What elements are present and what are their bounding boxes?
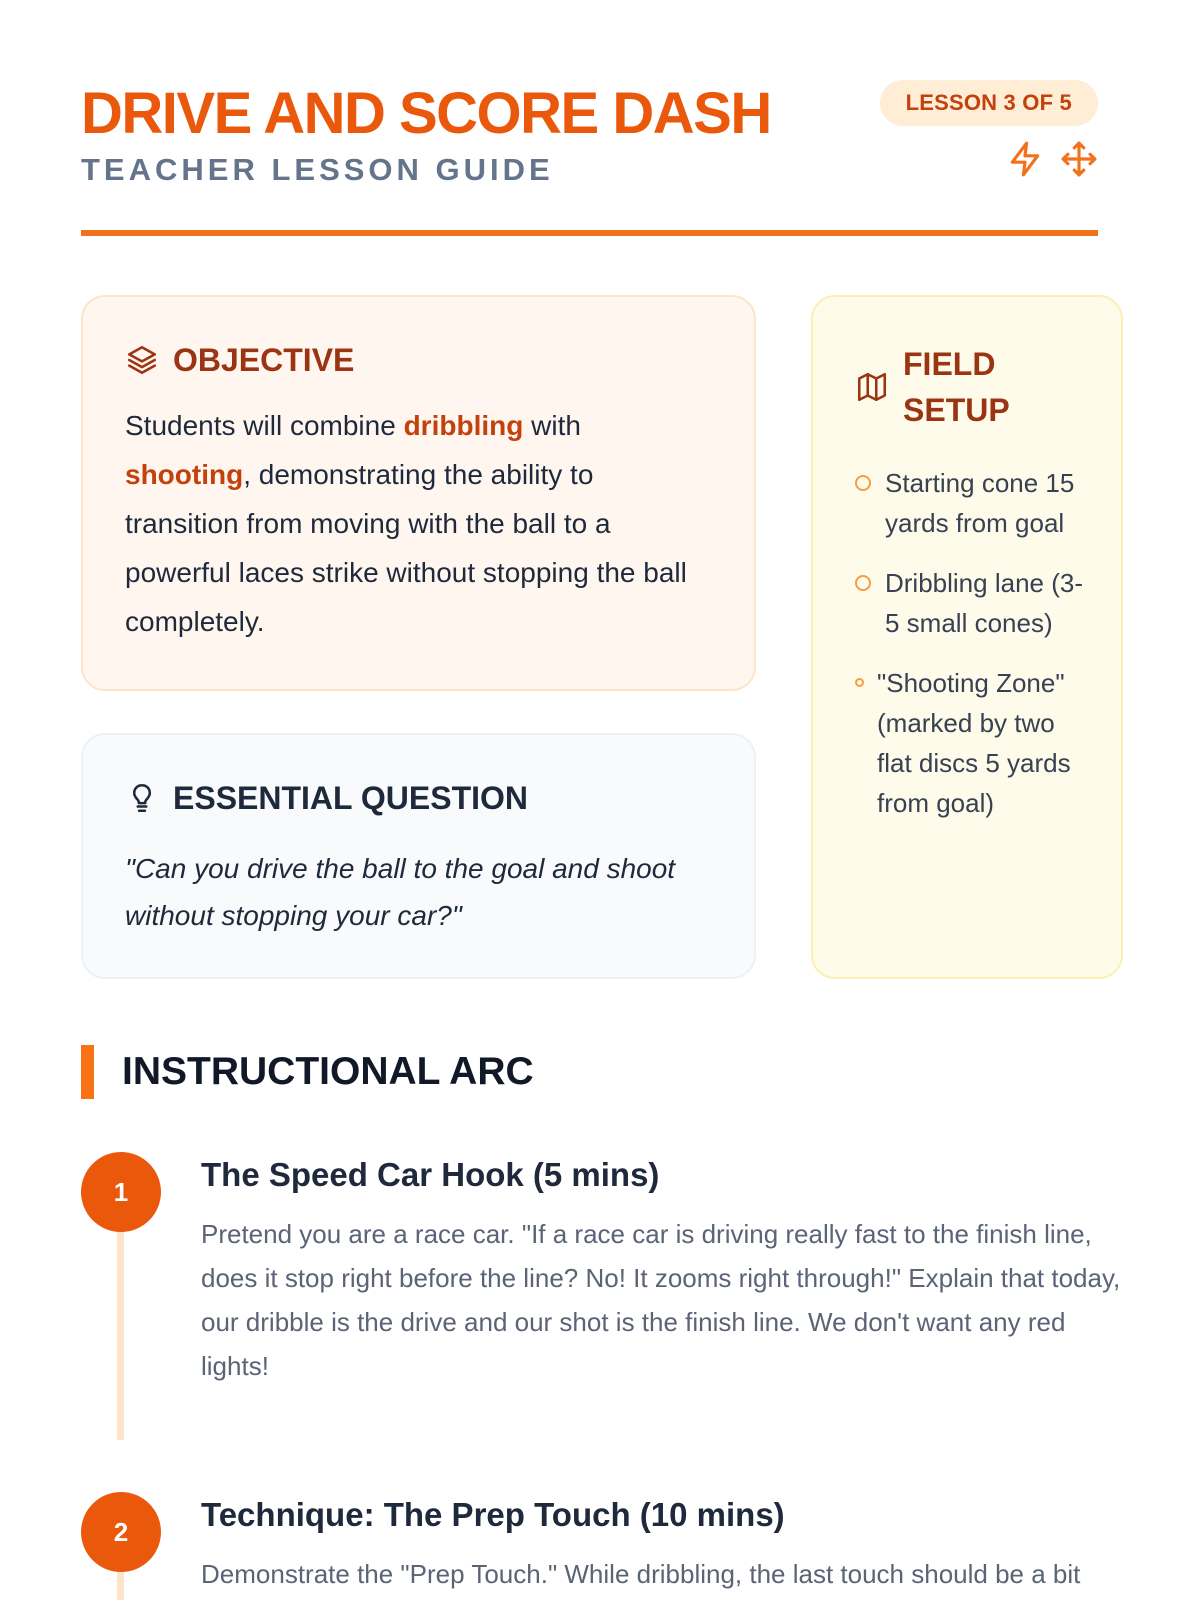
section-accent-bar xyxy=(81,1045,94,1099)
circle-bullet-icon xyxy=(855,475,871,491)
objective-text-part: with xyxy=(523,410,581,441)
step-number-badge: 2 xyxy=(81,1492,161,1572)
objective-header xyxy=(125,341,712,379)
field-setup-title-line: SETUP xyxy=(903,392,1010,428)
objective-text-part: Students will combine xyxy=(125,410,404,441)
header-icon-group xyxy=(1006,140,1098,178)
field-setup-title-line: FIELD xyxy=(903,346,996,382)
objective-title: OBJECTIVE xyxy=(173,342,355,378)
instructional-arc-heading xyxy=(81,1045,534,1099)
step-description: Pretend you are a race car. "If a race car is driving really fast to the finish line, does it stop right before the line? No! It zooms right through!" Explain that today, our dribble is the drive and our shot is the finish line. We don't want any red lights! xyxy=(201,1219,1121,1381)
list-item xyxy=(855,663,1091,823)
step-title: Technique: The Prep Touch (10 mins) xyxy=(201,1496,785,1533)
list-item xyxy=(855,463,1091,543)
list-item-text: Starting cone 15 yards from goal xyxy=(885,468,1075,538)
essential-question-card xyxy=(81,733,756,979)
objective-text-part: , demonstrating the ability to transition from moving with the ball to a powerful laces strike without stopping the ball completely. xyxy=(125,459,687,637)
move-icon xyxy=(1060,140,1098,178)
objective-text xyxy=(125,401,712,646)
section-title: INSTRUCTIONAL ARC xyxy=(122,1050,534,1093)
lightbulb-icon xyxy=(125,781,159,815)
field-setup-header xyxy=(855,341,1091,433)
lesson-progress-badge: LESSON 3 OF 5 xyxy=(880,80,1098,126)
question-header xyxy=(125,779,712,817)
page-subtitle: TEACHER LESSON GUIDE xyxy=(81,152,554,187)
question-title: ESSENTIAL QUESTION xyxy=(173,780,529,816)
lesson-header xyxy=(81,0,1098,236)
field-setup-title xyxy=(903,341,1010,433)
field-setup-card xyxy=(811,295,1123,979)
objective-card xyxy=(81,295,756,691)
circle-bullet-icon xyxy=(855,575,871,591)
layers-icon xyxy=(125,343,159,377)
objective-highlight-shooting: shooting xyxy=(125,459,244,490)
map-icon xyxy=(855,370,889,404)
field-setup-list xyxy=(855,463,1091,823)
step-description: Demonstrate the "Prep Touch." While dribbling, the last touch should be a bit xyxy=(201,1559,1081,1589)
question-text: "Can you drive the ball to the goal and shoot without stopping your car?" xyxy=(125,853,676,931)
list-item xyxy=(855,563,1091,643)
objective-highlight-dribbling: dribbling xyxy=(403,410,524,441)
timeline-step xyxy=(201,1154,1123,1388)
list-item-text: "Shooting Zone" (marked by two flat discs 5 yards from goal) xyxy=(877,668,1071,818)
page-title: DRIVE AND SCORE DASH xyxy=(81,81,771,146)
list-item-text: Dribbling lane (3-5 small cones) xyxy=(885,568,1083,638)
step-title: The Speed Car Hook (5 mins) xyxy=(201,1156,660,1193)
timeline-step xyxy=(201,1494,1123,1596)
circle-bullet-icon xyxy=(855,678,864,687)
step-number-badge: 1 xyxy=(81,1152,161,1232)
lightning-icon xyxy=(1006,140,1044,178)
